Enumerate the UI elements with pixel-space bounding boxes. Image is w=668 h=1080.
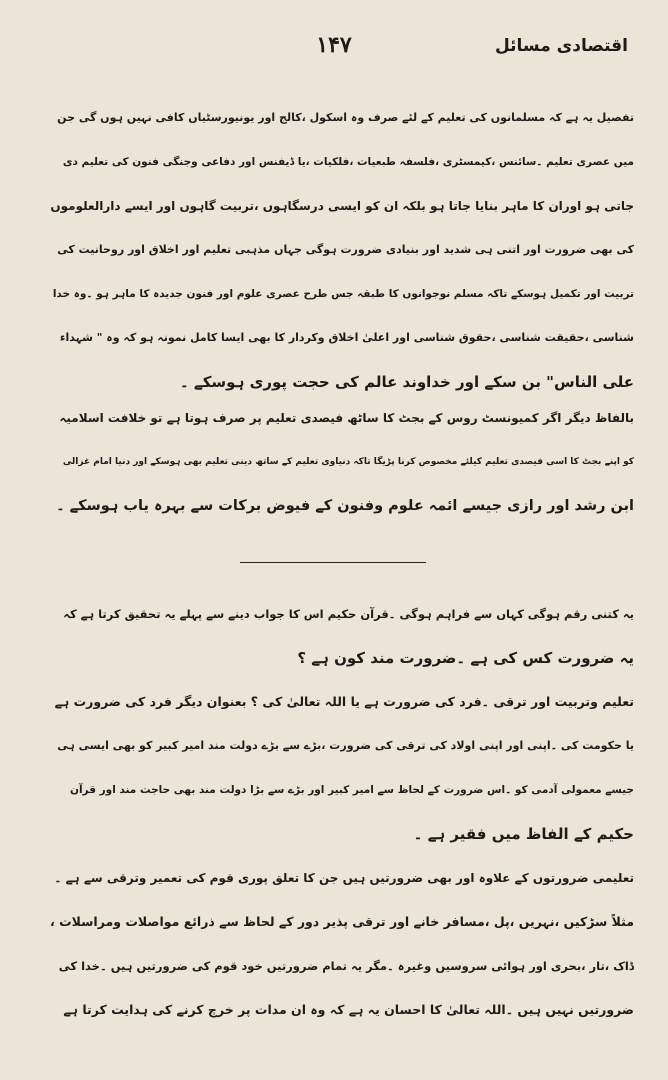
text-line: میں عصری تعلیم ۔سائنس ،کیمسٹری ،فلسفہ طبعیات ،فلکیات ،یا ڈیفنس اور دفاعی وجنگی فنون کی تعلیم دی [62,156,634,168]
text-line: جیسے معمولی آدمی کو ۔اس ضرورت کے لحاظ سے امیر کبیر اور بڑے سے بڑا دولت مند بھی حاجت مند اور قرآن [70,784,634,796]
page-number: ۱۴۷ [316,32,352,58]
text-line: ابن رشد اور رازی جیسے ائمہ علوم وفنون کے فیوض برکات سے بہرہ یاب ہوسکے ۔ [56,498,634,514]
text-line: تفصیل یہ ہے کہ مسلمانوں کی تعلیم کے لئے صرف وہ اسکول ،کالج اور یونیورسٹیاں کافی نہیں ہوں گی جن [57,111,634,124]
paragraph-education-institutions [44,96,634,404]
page-header [40,32,628,72]
text-line: تعلیمی ضرورتوں کے علاوہ اور بھی ضرورتیں ہیں جن کا تعلق پوری قوم کی تعمیر وترقی سے ہے ۔ [54,871,634,885]
text-line: شناسی ،حقیقت شناسی ،حقوق شناسی اور اعلیٰ اخلاق وکردار کا بھی ایسا کامل نمونہ ہو کہ وہ " شہداء [59,331,634,344]
text-line: تعلیم وتربیت اور ترقی ۔فرد کی ضرورت ہے یا اللہ تعالیٰ کی ؟ بعنوان دیگر فرد کی ضرورت ہے [54,694,634,709]
text-line: کی بھی ضرورت اور اتنی ہی شدید اور بنیادی ضرورت ہوگی جہاں مذہبی تعلیم اور اخلاق اور روحانیت کی [57,243,634,256]
text-line: تربیت اور تکمیل ہوسکے تاکہ مسلم نوجوانوں کا طبقہ جس طرح عصری علوم اور فنون جدیدہ کا ماہر ہو ۔وہ خدا [52,288,634,300]
text-line: جاتی ہو اوران کا ماہر بنایا جاتا ہو بلکہ ان کو ایسی درسگاہوں ،تربیت گاہوں اور ایسے دارالعلوموں [50,199,634,213]
text-line: یہ کتنی رقم ہوگی کہاں سے فراہم ہوگی ۔قرآن حکیم اس کا جواب دینے سے پہلے یہ تحقیق کرتا ہے کہ [63,607,634,621]
text-line: علی الناس" بن سکے اور خداوند عالم کی حجت پوری ہوسکے ۔ [179,373,634,391]
running-title: اقتصادی مسائل [494,36,628,56]
text-line: حکیم کے الفاظ میں فقیر ہے ۔ [413,825,634,843]
paragraph-budget [44,396,634,528]
text-line: یہ ضرورت کس کی ہے ۔ضرورت مند کون ہے ؟ [297,649,634,667]
paragraph-needs [44,592,634,1032]
text-line: ڈاک ،تار ،بحری اور ہوائی سروسیں وغیرہ ۔مگر یہ تمام ضرورتیں خود قوم کی ضرورتیں ہیں ۔خدا کی [58,959,634,973]
text-line: کو اپنے بجٹ کا اسی فیصدی تعلیم کیلئے مخصوص کرنا پڑیگا تاکہ دنیاوی تعلیم کے ساتھ دینی تعلیم بھی ہوسکے اور دنیا امام غزالی [62,457,634,467]
text-line: بالفاظ دیگر اگر کمیونسٹ روس کے بجٹ کا ساٹھ فیصدی تعلیم پر صرف ہوتا ہے تو خلافت اسلامیہ [59,411,634,425]
text-line: یا حکومت کی ۔اپنی اور اپنی اولاد کی ترقی کی ضرورت ،بڑے سے بڑے دولت مند امیر کبیر کو بھی ایسی ہی [57,739,634,752]
section-divider [240,562,426,563]
text-line: مثلاً سڑکیں ،نہریں ،پل ،مسافر خانے اور ترقی پذیر دور کے لحاظ سے ذرائع مواصلات ومراسلات ، [49,914,634,929]
text-line: ضرورتیں نہیں ہیں ۔اللہ تعالیٰ کا احسان یہ ہے کہ وہ ان مدات پر خرچ کرنے کی ہدایت کرتا ہے [63,1002,634,1017]
